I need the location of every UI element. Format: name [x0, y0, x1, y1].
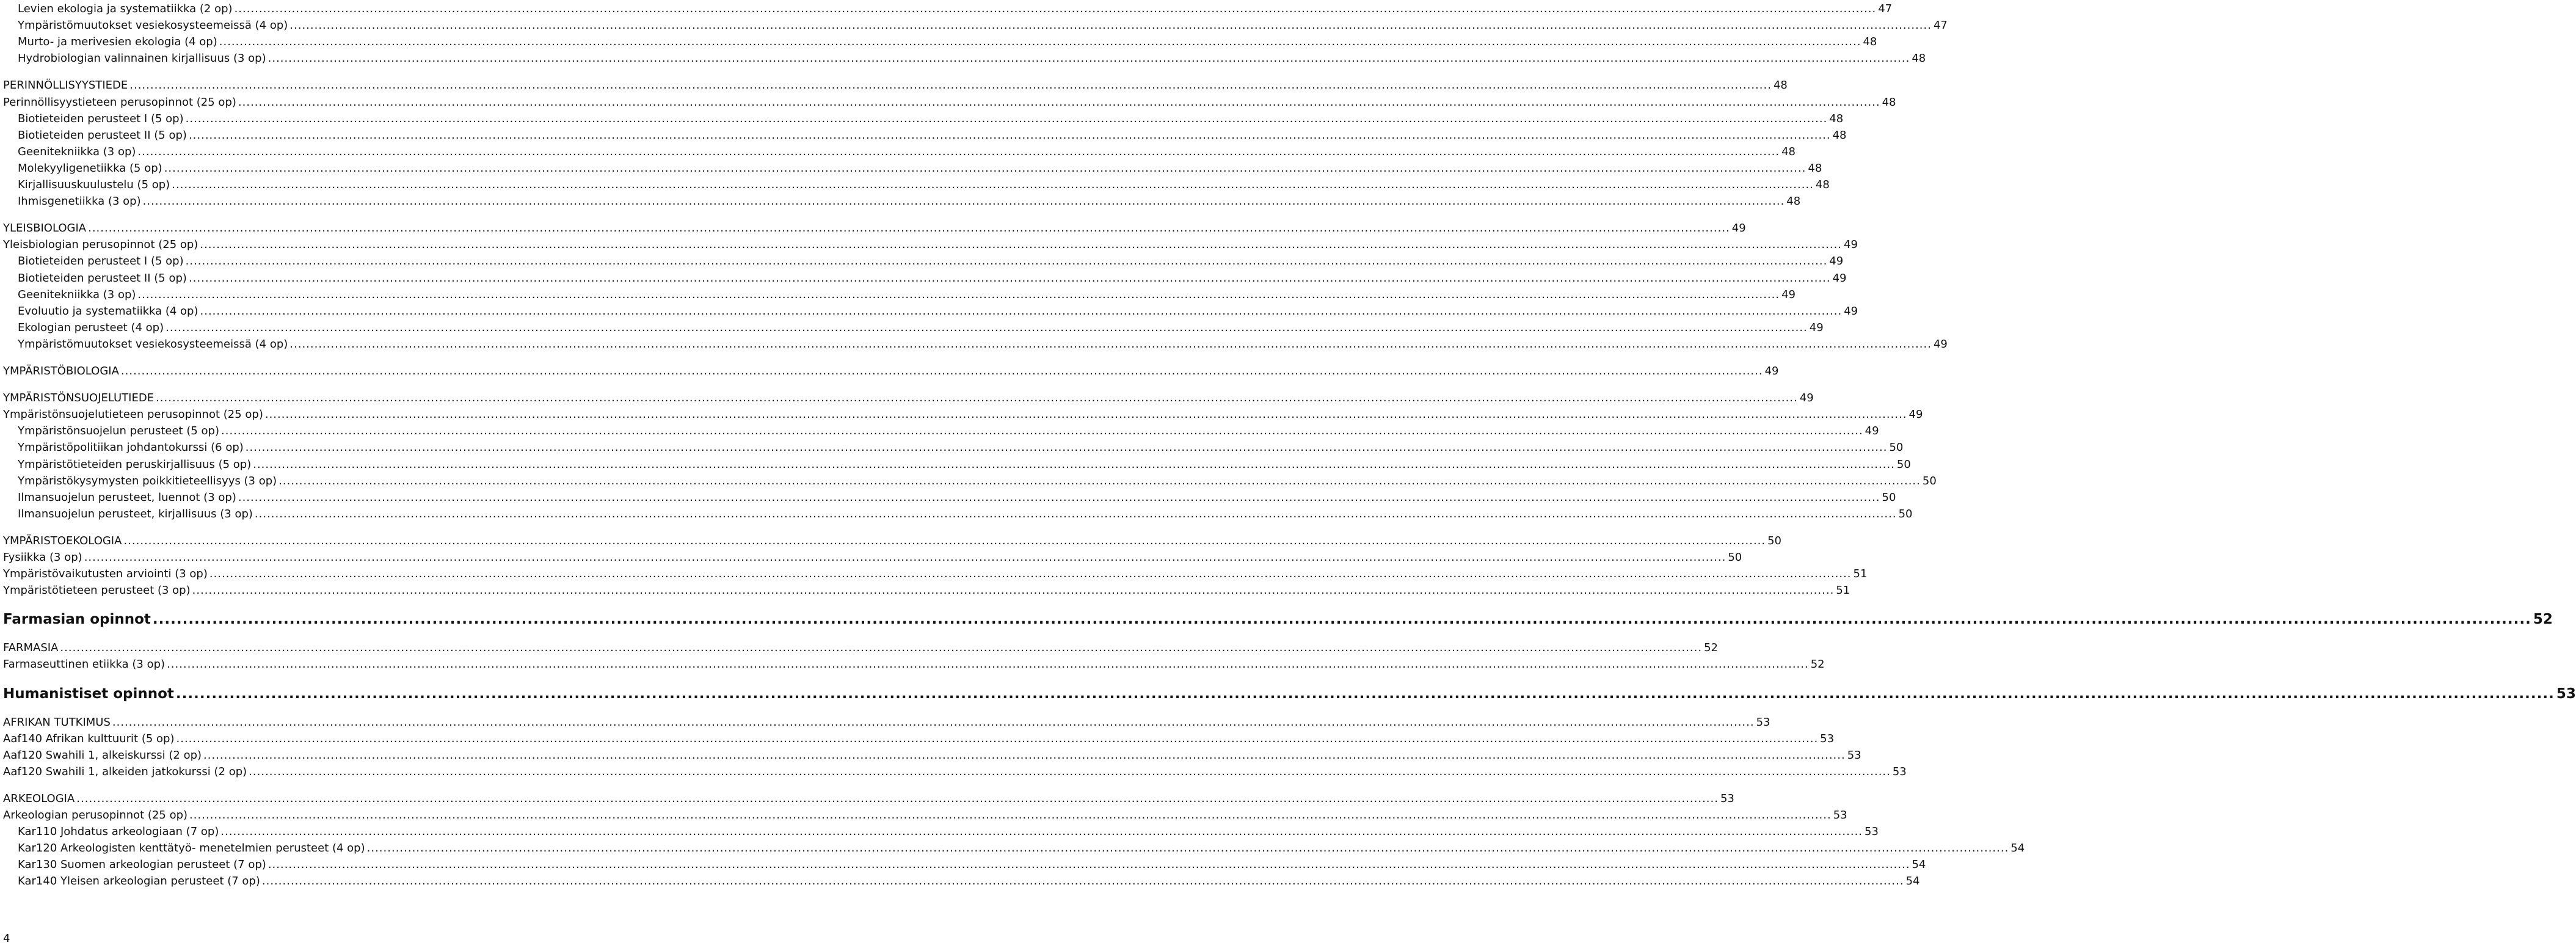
dot-leader: ................................................................................................................................................................................................................................................................................................................................................................................................................: [267, 52, 1910, 65]
toc-entry-row: [3, 319, 1824, 336]
toc-entry-page: 48: [1863, 35, 1877, 49]
toc-entry-title: Murto- ja merivesien ekologia (4 op): [18, 35, 217, 49]
toc-entry-page: 48: [1815, 178, 1830, 191]
toc-entry-title: AFRIKAN TUTKIMUS: [3, 715, 111, 729]
toc-entry-row: [3, 439, 1904, 456]
page-number: 4: [3, 932, 10, 945]
toc-entry-title: YMPÄRISTÖBIOLOGIA: [3, 365, 119, 377]
toc-entry-row: [3, 160, 1822, 177]
toc-entry-page: 50: [1922, 474, 1937, 487]
toc-entry-page: 49: [1731, 222, 1746, 235]
toc-entry-page: 49: [1799, 392, 1814, 405]
toc-entry-title: Ympäristötieteiden peruskirjallisuus (5 op): [18, 458, 252, 471]
dot-leader: ................................................................................................................................................................................................................................................................................................................................................................................................................: [76, 792, 1719, 805]
dot-leader: ................................................................................................................................................................................................................................................................................................................................................................................................................: [164, 161, 1806, 175]
toc-entry-title: Aaf120 Swahili 1, alkeiden jatkokurssi (2 op): [3, 765, 247, 778]
dot-leader: ................................................................................................................................................................................................................................................................................................................................................................................................................: [238, 490, 1880, 504]
toc-entry-row: [3, 489, 1896, 506]
dot-leader: ................................................................................................................................................................................................................................................................................................................................................................................................................: [219, 35, 1861, 49]
dot-leader: ................................................................................................................................................................................................................................................................................................................................................................................................................: [264, 408, 1907, 421]
toc-entry-row: [3, 50, 1926, 67]
toc-section-row: [3, 764, 1907, 780]
dot-leader: ................................................................................................................................................................................................................................................................................................................................................................................................................: [185, 112, 1828, 125]
toc-section-row: [3, 363, 1779, 379]
toc-entry-title: Biotieteiden perusteet I (5 op): [18, 112, 184, 125]
dot-leader: ................................................................................................................................................................................................................................................................................................................................................................................................................: [200, 304, 1843, 318]
dot-leader: ................................................................................................................................................................................................................................................................................................................................................................................................................: [192, 584, 1835, 597]
toc-entry-page: 50: [1728, 551, 1742, 564]
toc-entry-title: Ympäristöpolitiikan johdantokurssi (6 op): [18, 441, 244, 454]
toc-entry-title: ARKEOLOGIA: [3, 792, 75, 805]
toc-entry-title: Ympäristövaikutusten arviointi (3 op): [3, 567, 208, 581]
toc-entry-title: Farmasian opinnot: [3, 611, 151, 628]
dot-leader: ................................................................................................................................................................................................................................................................................................................................................................................................................: [253, 458, 1895, 471]
toc-entry-page: 48: [1808, 161, 1822, 175]
toc-section-row: [3, 549, 1742, 566]
toc-section-row: [3, 94, 1896, 111]
toc-section-row: [3, 236, 1858, 253]
dot-leader: ................................................................................................................................................................................................................................................................................................................................................................................................................: [137, 288, 1780, 301]
toc-entry-row: [3, 473, 1937, 489]
toc-entry-page: 50: [1882, 490, 1896, 504]
dot-leader: ................................................................................................................................................................................................................................................................................................................................................................................................................: [84, 551, 1726, 564]
toc-entry-page: 49: [1844, 238, 1858, 252]
dot-leader: ................................................................................................................................................................................................................................................................................................................................................................................................................: [261, 875, 1904, 888]
toc-section-row: [3, 406, 1923, 423]
toc-entry-title: Fysiikka (3 op): [3, 551, 82, 564]
toc-section-row: [3, 77, 1788, 93]
toc-section-row: [3, 747, 1861, 764]
toc-entry-page: 49: [1908, 408, 1923, 421]
toc-entry-page: 47: [1933, 19, 1948, 32]
toc-entry-title: FARMASIA: [3, 641, 59, 655]
toc-entry-page: 53: [1892, 765, 1907, 778]
toc-entry-title: Aaf140 Afrikan kulttuurit (5 op): [3, 732, 175, 745]
toc-entry-row: [3, 456, 1911, 473]
toc-entry-title: Ekologian perusteet (4 op): [18, 321, 164, 334]
toc-entry-row: [3, 423, 1879, 439]
dot-leader: ................................................................................................................................................................................................................................................................................................................................................................................................................: [176, 732, 1819, 745]
toc-entry-title: Geenitekniikka (3 op): [18, 288, 136, 301]
dot-leader: ................................................................................................................................................................................................................................................................................................................................................................................................................: [289, 337, 1932, 351]
toc-entry-page: 49: [1781, 288, 1796, 301]
dot-leader: ................................................................................................................................................................................................................................................................................................................................................................................................................: [166, 321, 1808, 334]
toc-entry-row: [3, 856, 1926, 873]
dot-leader: ................................................................................................................................................................................................................................................................................................................................................................................................................: [137, 145, 1780, 158]
toc-entry-row: [3, 270, 1847, 286]
toc-entry-title: Yleisbiologian perusopinnot (25 op): [3, 238, 198, 252]
toc-entry-page: 50: [1898, 507, 1913, 520]
dot-leader: ................................................................................................................................................................................................................................................................................................................................................................................................................: [152, 611, 2531, 628]
toc-entry-title: YMPÄRISTÖNSUOJELUTIEDE: [3, 392, 155, 405]
toc-section-row: [3, 656, 1825, 673]
toc-entry-title: YMPÄRISTOEKOLOGIA: [3, 534, 122, 547]
dot-leader: ................................................................................................................................................................................................................................................................................................................................................................................................................: [188, 271, 1831, 285]
toc-entry-page: 49: [1844, 304, 1858, 318]
toc-entry-row: [3, 840, 2025, 856]
toc-entry-title: Kar130 Suomen arkeologian perusteet (7 op): [18, 858, 266, 872]
toc-entry-page: 53: [2556, 685, 2576, 702]
toc-entry-page: 51: [1853, 567, 1868, 581]
toc-entry-row: [3, 873, 1920, 889]
toc-entry-title: Biotieteiden perusteet II (5 op): [18, 128, 187, 142]
dot-leader: ................................................................................................................................................................................................................................................................................................................................................................................................................: [172, 178, 1814, 191]
toc-entry-page: 54: [1912, 858, 1926, 872]
toc-entry-page: 49: [1865, 425, 1879, 438]
dot-leader: ................................................................................................................................................................................................................................................................................................................................................................................................................: [220, 825, 1863, 839]
toc-entry-title: Hydrobiologian valinnainen kirjallisuus (3 op): [18, 52, 266, 65]
toc-section-row: [3, 390, 1814, 406]
toc-entry-row: [3, 823, 1879, 840]
toc-entry-page: 53: [1865, 825, 1879, 839]
toc-entry-row: [3, 253, 1844, 269]
dot-leader: ................................................................................................................................................................................................................................................................................................................................................................................................................: [120, 365, 1763, 377]
toc-entry-row: [3, 127, 1847, 144]
toc-entry-row: [3, 34, 1877, 50]
dot-leader: ................................................................................................................................................................................................................................................................................................................................................................................................................: [60, 641, 1703, 655]
dot-leader: ................................................................................................................................................................................................................................................................................................................................................................................................................: [189, 809, 1832, 822]
toc-entry-page: 49: [1832, 271, 1847, 285]
toc-entry-page: 48: [1882, 95, 1896, 109]
toc-entry-title: Kirjallisuuskuulustelu (5 op): [18, 178, 170, 191]
toc-entry-page: 53: [1833, 809, 1847, 822]
dot-leader: ................................................................................................................................................................................................................................................................................................................................................................................................................: [129, 79, 1772, 92]
toc-entry-row: [3, 1, 1893, 17]
toc-entry-page: 52: [2533, 611, 2553, 628]
toc-entry-page: 49: [1809, 321, 1824, 334]
dot-leader: ................................................................................................................................................................................................................................................................................................................................................................................................................: [254, 507, 1897, 520]
toc-entry-title: Ilmansuojelun perusteet, kirjallisuus (3 op): [18, 507, 253, 520]
toc-entry-title: Ihmisgenetiikka (3 op): [18, 195, 141, 208]
toc-entry-page: 53: [1756, 715, 1770, 729]
dot-leader: ................................................................................................................................................................................................................................................................................................................................................................................................................: [88, 222, 1730, 235]
dot-leader: ................................................................................................................................................................................................................................................................................................................................................................................................................: [221, 425, 1863, 438]
toc-entry-page: 48: [1786, 195, 1801, 208]
dot-leader: ................................................................................................................................................................................................................................................................................................................................................................................................................: [200, 238, 1843, 252]
toc-entry-title: YLEISBIOLOGIA: [3, 222, 87, 235]
toc-entry-page: 48: [1829, 112, 1844, 125]
toc-entry-page: 49: [1933, 337, 1948, 351]
dot-leader: ................................................................................................................................................................................................................................................................................................................................................................................................................: [234, 2, 1877, 15]
toc-entry-title: Biotieteiden perusteet I (5 op): [18, 255, 184, 268]
dot-leader: ................................................................................................................................................................................................................................................................................................................................................................................................................: [267, 858, 1910, 872]
toc-entry-row: [3, 303, 1858, 319]
toc-entry-row: [3, 286, 1796, 303]
toc-entry-page: 53: [1847, 748, 1861, 762]
toc-entry-title: Aaf120 Swahili 1, alkeiskurssi (2 op): [3, 748, 202, 762]
toc-entry-row: [3, 336, 1948, 352]
toc-entry-page: 48: [1912, 52, 1926, 65]
toc-entry-page: 47: [1878, 2, 1893, 15]
dot-leader: ................................................................................................................................................................................................................................................................................................................................................................................................................: [175, 685, 2555, 702]
toc-entry-page: 48: [1773, 79, 1788, 92]
toc-section-row: [3, 731, 1835, 747]
dot-leader: ................................................................................................................................................................................................................................................................................................................................................................................................................: [209, 567, 1852, 581]
dot-leader: ................................................................................................................................................................................................................................................................................................................................................................................................................: [123, 534, 1766, 547]
dot-leader: ................................................................................................................................................................................................................................................................................................................................................................................................................: [167, 658, 1809, 671]
toc-entry-page: 53: [1820, 732, 1835, 745]
toc-section-row: [3, 807, 1847, 823]
dot-leader: ................................................................................................................................................................................................................................................................................................................................................................................................................: [289, 19, 1932, 32]
toc-entry-page: 49: [1764, 365, 1779, 377]
toc-section-row: [3, 582, 1850, 599]
toc-entry-page: 50: [1896, 458, 1911, 471]
toc-entry-page: 48: [1781, 145, 1796, 158]
toc-chapter-row: [3, 684, 2576, 704]
toc-entry-row: [3, 111, 1844, 127]
dot-leader: ................................................................................................................................................................................................................................................................................................................................................................................................................: [185, 255, 1828, 268]
toc-entry-title: Biotieteiden perusteet II (5 op): [18, 271, 187, 285]
toc-entry-title: Molekyyligenetiikka (5 op): [18, 161, 162, 175]
toc-entry-row: [3, 177, 1830, 193]
toc-entry-page: 48: [1832, 128, 1847, 142]
toc-entry-title: Perinnöllisyystieteen perusopinnot (25 op): [3, 95, 236, 109]
toc-entry-page: 50: [1889, 441, 1904, 454]
toc-chapter-row: [3, 610, 2553, 629]
toc-entry-title: Ympäristökysymysten poikkitieteellisyys (3 op): [18, 474, 277, 487]
toc-entry-row: [3, 193, 1801, 210]
toc-entry-row: [3, 144, 1796, 160]
toc-entry-title: Ympäristömuutokset vesiekosysteemeissä (4 op): [18, 19, 288, 32]
dot-leader: ................................................................................................................................................................................................................................................................................................................................................................................................................: [156, 392, 1798, 405]
toc-entry-page: 50: [1767, 534, 1782, 547]
dot-leader: ................................................................................................................................................................................................................................................................................................................................................................................................................: [142, 195, 1785, 208]
dot-leader: ................................................................................................................................................................................................................................................................................................................................................................................................................: [249, 765, 1891, 778]
toc-entry-title: PERINNÖLLISYYSTIEDE: [3, 79, 128, 92]
toc-section-row: [3, 640, 1718, 656]
toc-entry-title: Ilmansuojelun perusteet, luennot (3 op): [18, 490, 236, 504]
dot-leader: ................................................................................................................................................................................................................................................................................................................................................................................................................: [366, 842, 2009, 855]
toc-section-row: [3, 714, 1770, 731]
toc-entry-title: Humanistiset opinnot: [3, 685, 174, 702]
toc-entry-page: 54: [2010, 842, 2025, 855]
toc-section-row: [3, 220, 1746, 236]
toc-entry-title: Ympäristönsuojelutieteen perusopinnot (25 op): [3, 408, 263, 421]
toc-entry-title: Levien ekologia ja systematiikka (2 op): [18, 2, 233, 15]
toc-entry-title: Ympäristömuutokset vesiekosysteemeissä (4 op): [18, 337, 288, 351]
toc-entry-title: Ympäristötieteen perusteet (3 op): [3, 584, 191, 597]
dot-leader: ................................................................................................................................................................................................................................................................................................................................................................................................................: [245, 441, 1888, 454]
toc-entry-page: 52: [1704, 641, 1718, 655]
toc-entry-row: [3, 17, 1948, 34]
toc-section-row: [3, 566, 1868, 582]
toc-entry-title: Evoluutio ja systematiikka (4 op): [18, 304, 198, 318]
dot-leader: ................................................................................................................................................................................................................................................................................................................................................................................................................: [203, 748, 1846, 762]
dot-leader: ................................................................................................................................................................................................................................................................................................................................................................................................................: [238, 95, 1880, 109]
dot-leader: ................................................................................................................................................................................................................................................................................................................................................................................................................: [112, 715, 1755, 729]
toc-entry-title: Kar140 Yleisen arkeologian perusteet (7 op): [18, 875, 260, 888]
toc-entry-page: 53: [1720, 792, 1734, 805]
toc-entry-title: Ympäristönsuojelun perusteet (5 op): [18, 425, 219, 438]
toc-entry-title: Farmaseuttinen etiikka (3 op): [3, 658, 166, 671]
toc-entry-title: Kar120 Arkeologisten kenttätyö- menetelmien perusteet (4 op): [18, 842, 365, 855]
dot-leader: ................................................................................................................................................................................................................................................................................................................................................................................................................: [278, 474, 1921, 487]
toc-entry-page: 54: [1905, 875, 1920, 888]
toc-entry-title: Kar110 Johdatus arkeologiaan (7 op): [18, 825, 219, 839]
toc-section-row: [3, 533, 1782, 549]
toc-section-row: [3, 790, 1734, 807]
toc-entry-page: 52: [1810, 658, 1825, 671]
toc-entry-row: [3, 506, 1913, 522]
toc-entry-page: 51: [1836, 584, 1850, 597]
dot-leader: ................................................................................................................................................................................................................................................................................................................................................................................................................: [188, 128, 1831, 142]
toc-entry-title: Arkeologian perusopinnot (25 op): [3, 809, 188, 822]
toc-entry-title: Geenitekniikka (3 op): [18, 145, 136, 158]
toc-entry-page: 49: [1829, 255, 1844, 268]
